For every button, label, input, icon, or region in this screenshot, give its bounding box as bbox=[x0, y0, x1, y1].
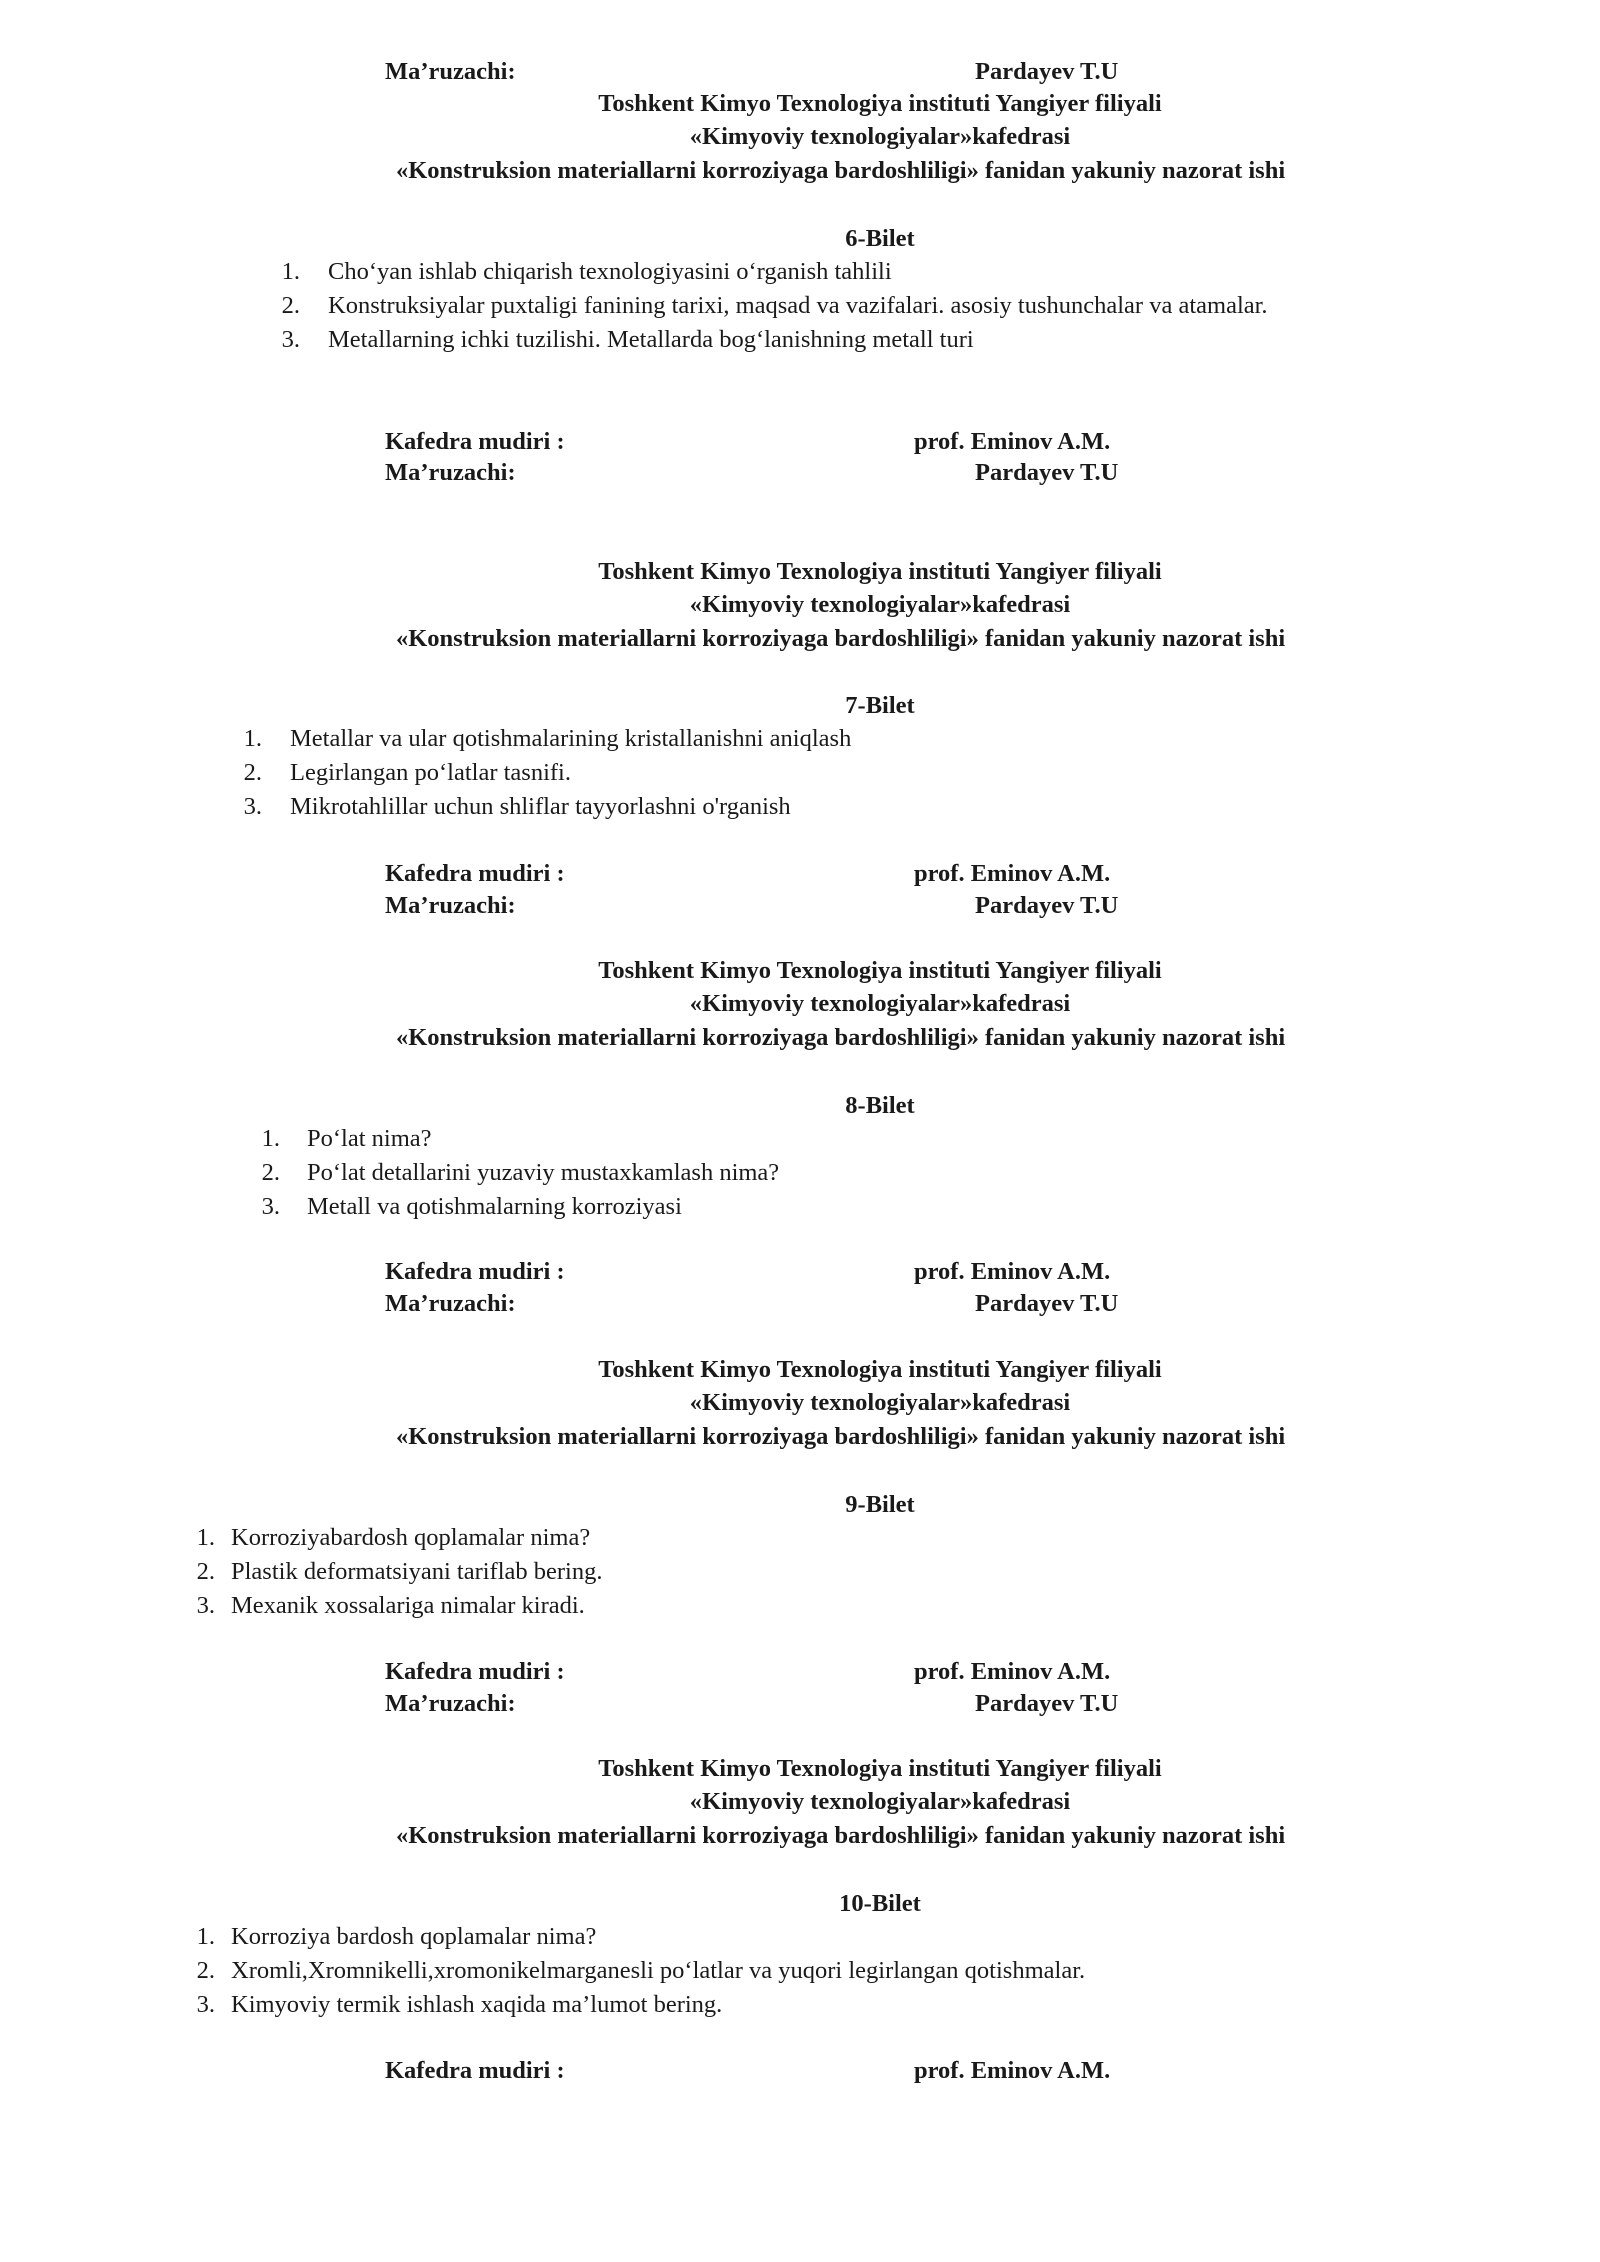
head-name: prof. Eminov A.M. bbox=[914, 860, 1111, 887]
subject-title: «Konstruksion materiallarni korroziyaga bardoshliligi» fanidan yakuniy nazorat ishi bbox=[396, 1024, 1286, 1051]
department-title: «Kimyoviy texnologiyalar»kafedrasi bbox=[689, 990, 1071, 1017]
question-number: 1. bbox=[261, 1125, 280, 1152]
question-number: 3. bbox=[196, 1592, 215, 1619]
department-title: «Kimyoviy texnologiyalar»kafedrasi bbox=[689, 1788, 1071, 1815]
question-number: 1. bbox=[196, 1923, 215, 1950]
lecturer-role-label: Ma’ruzachi: bbox=[385, 892, 516, 919]
question-number: 2. bbox=[261, 1159, 280, 1186]
question-text: Metall va qotishmalarning korroziyasi bbox=[307, 1193, 682, 1220]
question-text: Xromli,Xromnikelli,xromonikelmarganesli po‘latlar va yuqori legirlangan qotishmalar. bbox=[231, 1957, 1086, 1984]
subject-title: «Konstruksion materiallarni korroziyaga bardoshliligi» fanidan yakuniy nazorat ishi bbox=[396, 1822, 1286, 1849]
head-name: prof. Eminov A.M. bbox=[914, 428, 1111, 455]
head-name: prof. Eminov A.M. bbox=[914, 1658, 1111, 1685]
subject-title: «Konstruksion materiallarni korroziyaga bardoshliligi» fanidan yakuniy nazorat ishi bbox=[396, 625, 1286, 652]
question-number: 2. bbox=[281, 292, 300, 319]
question-text: Po‘lat detallarini yuzaviy mustaxkamlash nima? bbox=[307, 1159, 780, 1186]
question-number: 1. bbox=[243, 725, 262, 752]
lecturer-role-label: Ma’ruzachi: bbox=[385, 1290, 516, 1317]
department-title: «Kimyoviy texnologiyalar»kafedrasi bbox=[689, 123, 1071, 150]
institute-title: Toshkent Kimyo Texnologiya instituti Yangiyer filiyali bbox=[598, 1755, 1162, 1782]
ticket-title: 8-Bilet bbox=[845, 1092, 915, 1119]
question-number: 3. bbox=[261, 1193, 280, 1220]
head-role-label: Kafedra mudiri : bbox=[385, 2057, 565, 2084]
ticket-title: 6-Bilet bbox=[845, 225, 915, 252]
head-role-label: Kafedra mudiri : bbox=[385, 1658, 565, 1685]
question-text: Cho‘yan ishlab chiqarish texnologiyasini o‘rganish tahlili bbox=[328, 258, 892, 285]
question-text: Korroziyabardosh qoplamalar nima? bbox=[231, 1524, 591, 1551]
question-text: Korroziya bardosh qoplamalar nima? bbox=[231, 1923, 597, 1950]
head-name: prof. Eminov A.M. bbox=[914, 1258, 1111, 1285]
ticket-title: 7-Bilet bbox=[845, 692, 915, 719]
question-text: Mexanik xossalariga nimalar kiradi. bbox=[231, 1592, 585, 1619]
question-number: 2. bbox=[196, 1957, 215, 1984]
ticket-title: 9-Bilet bbox=[845, 1491, 915, 1518]
lecturer-name: Pardayev T.U bbox=[975, 1290, 1119, 1317]
question-number: 2. bbox=[196, 1558, 215, 1585]
question-text: Kimyoviy termik ishlash xaqida ma’lumot bering. bbox=[231, 1991, 723, 2018]
question-number: 1. bbox=[196, 1524, 215, 1551]
lecturer-name: Pardayev T.U bbox=[975, 58, 1119, 85]
head-name: prof. Eminov A.M. bbox=[914, 2057, 1111, 2084]
question-text: Legirlangan po‘latlar tasnifi. bbox=[290, 759, 571, 786]
question-text: Metallarning ichki tuzilishi. Metallarda bog‘lanishning metall turi bbox=[328, 326, 974, 353]
lecturer-role-label: Ma’ruzachi: bbox=[385, 58, 516, 85]
institute-title: Toshkent Kimyo Texnologiya instituti Yangiyer filiyali bbox=[598, 957, 1162, 984]
question-text: Plastik deformatsiyani tariflab bering. bbox=[231, 1558, 603, 1585]
lecturer-name: Pardayev T.U bbox=[975, 459, 1119, 486]
department-title: «Kimyoviy texnologiyalar»kafedrasi bbox=[689, 591, 1071, 618]
subject-title: «Konstruksion materiallarni korroziyaga bardoshliligi» fanidan yakuniy nazorat ishi bbox=[396, 1423, 1286, 1450]
question-text: Metallar va ular qotishmalarining kristallanishni aniqlash bbox=[290, 725, 852, 752]
ticket-title: 10-Bilet bbox=[839, 1890, 921, 1917]
institute-title: Toshkent Kimyo Texnologiya instituti Yangiyer filiyali bbox=[598, 1356, 1162, 1383]
department-title: «Kimyoviy texnologiyalar»kafedrasi bbox=[689, 1389, 1071, 1416]
question-text: Mikrotahlillar uchun shliflar tayyorlashni o'rganish bbox=[290, 793, 791, 820]
question-number: 3. bbox=[196, 1991, 215, 2018]
subject-title: «Konstruksion materiallarni korroziyaga bardoshliligi» fanidan yakuniy nazorat ishi bbox=[396, 157, 1286, 184]
lecturer-role-label: Ma’ruzachi: bbox=[385, 1690, 516, 1717]
question-number: 1. bbox=[281, 258, 300, 285]
question-number: 3. bbox=[281, 326, 300, 353]
question-text: Konstruksiyalar puxtaligi fanining tarixi, maqsad va vazifalari. asosiy tushunchalar va atamalar. bbox=[328, 292, 1268, 319]
institute-title: Toshkent Kimyo Texnologiya instituti Yangiyer filiyali bbox=[598, 558, 1162, 585]
head-role-label: Kafedra mudiri : bbox=[385, 860, 565, 887]
lecturer-name: Pardayev T.U bbox=[975, 892, 1119, 919]
question-text: Po‘lat nima? bbox=[307, 1125, 432, 1152]
lecturer-role-label: Ma’ruzachi: bbox=[385, 459, 516, 486]
question-number: 3. bbox=[243, 793, 262, 820]
head-role-label: Kafedra mudiri : bbox=[385, 1258, 565, 1285]
question-number: 2. bbox=[243, 759, 262, 786]
lecturer-name: Pardayev T.U bbox=[975, 1690, 1119, 1717]
head-role-label: Kafedra mudiri : bbox=[385, 428, 565, 455]
institute-title: Toshkent Kimyo Texnologiya instituti Yangiyer filiyali bbox=[598, 90, 1162, 117]
